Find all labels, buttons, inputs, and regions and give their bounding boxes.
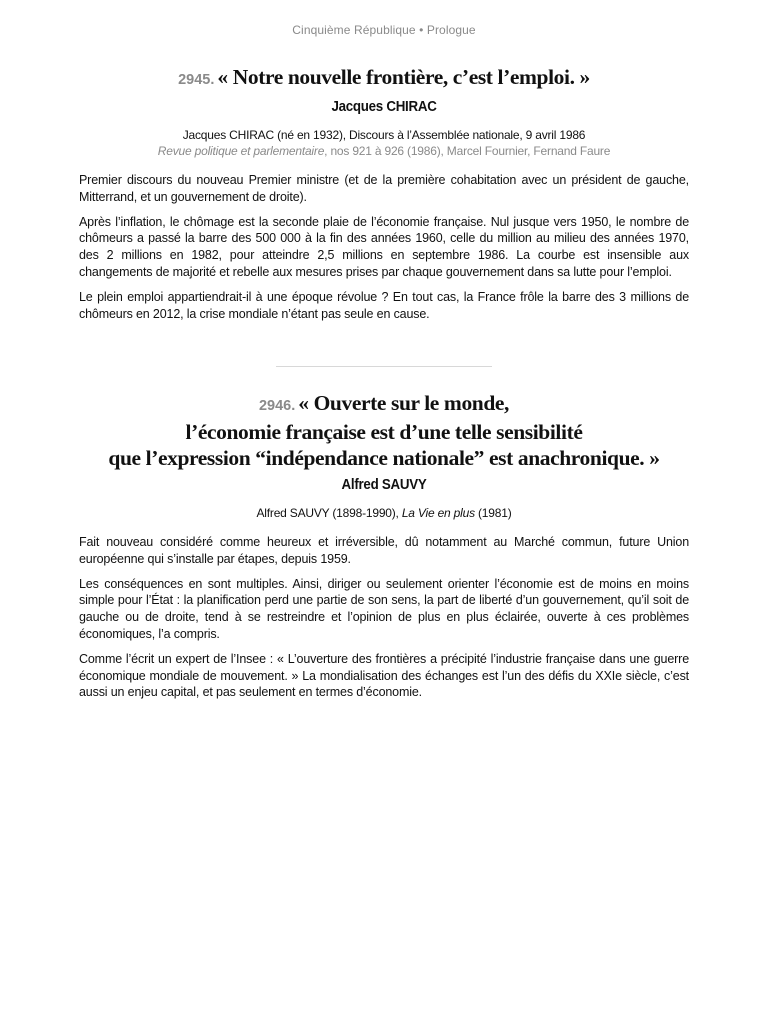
quote-line: que l’expression “indépendance nationale” est anachronique. » [108, 446, 660, 470]
running-head: Cinquième République • Prologue [292, 23, 476, 37]
quote-source [79, 127, 689, 159]
entry-number: 2945. [178, 72, 215, 88]
quote-heading [79, 64, 689, 93]
source-citation: Alfred SAUVY (1898-1990), La Vie en plus (1981) [256, 506, 512, 520]
quote-text: « Notre nouvelle frontière, c’est l’emploi. » [217, 65, 590, 89]
commentary-paragraph: Comme l’écrit un expert de l’Insee : « L’ouverture des frontières a précipité l’industrie française dans une guerre économique mondiale de mouvement. » La mondialisation des échanges est l’un des défis du XXIe siècle, c’est aussi un enjeu capital, et pas seulement en termes d’économie. [79, 651, 689, 700]
entry-separator [276, 366, 492, 367]
source-title: La Vie en plus [401, 506, 475, 520]
quote-entry-2946 [79, 390, 689, 709]
commentary-paragraph: Les conséquences en sont multiples. Ainsi, diriger ou seulement orienter l’économie est de moins en moins simple pour l’État : la planification perd une partie de son sens, la part de liberté d’un gouvernement, qu’il soit de gauche ou de droite, tend à se restreindre et l’opinion de plus en plus éclairée, ouverte à ces problèmes économiques, l’a compris. [79, 576, 689, 641]
entry-number: 2946. [258, 398, 296, 414]
quote-line: l’économie française est d’une telle sensibilité [185, 420, 583, 444]
quote-source [79, 505, 689, 521]
quote-author: Jacques CHIRAC [331, 99, 437, 115]
quote-heading [79, 390, 689, 471]
source-citation: Jacques CHIRAC (né en 1932), Discours à l’Assemblée nationale, 9 avril 1986 [182, 128, 586, 142]
commentary [79, 534, 689, 701]
quote-entry-2945 [79, 64, 689, 330]
commentary [79, 172, 689, 322]
commentary-paragraph: Premier discours du nouveau Premier ministre (et de la première cohabitation avec un président de gauche, Mitterrand, et un gouvernement de droite). [79, 173, 689, 204]
commentary-paragraph: Fait nouveau considéré comme heureux et irréversible, dû notamment au Marché commun, future Union européenne qui s’installe par étapes, depuis 1959. [79, 535, 689, 566]
commentary-paragraph: Le plein emploi appartiendrait-il à une époque révolue ? En tout cas, la France frôle la barre des 3 millions de chômeurs en 2012, la crise mondiale n’étant pas seule en cause. [79, 289, 689, 321]
reference-details: , nos 921 à 926 (1986), Marcel Fournier, Fernand Faure [324, 144, 611, 158]
source-reference [79, 143, 689, 159]
reference-title: Revue politique et parlementaire [157, 144, 325, 158]
quote-line: « Ouverte sur le monde, [298, 391, 510, 415]
commentary-paragraph: Après l’inflation, le chômage est la seconde plaie de l’économie française. Nul jusque vers 1950, le nombre de chômeurs a passé la barre des 500 000 à la fin des années 1960, celle du million au milieu des années 1970, des 2 millions en 1982, pour atteindre 2,5 millions en septembre 1986. La courbe est insensible aux changements de majorité et rebelle aux mesures prises par chaque gouvernement dans sa lutte pour l’emploi. [79, 214, 689, 279]
quote-author: Alfred SAUVY [341, 477, 427, 493]
